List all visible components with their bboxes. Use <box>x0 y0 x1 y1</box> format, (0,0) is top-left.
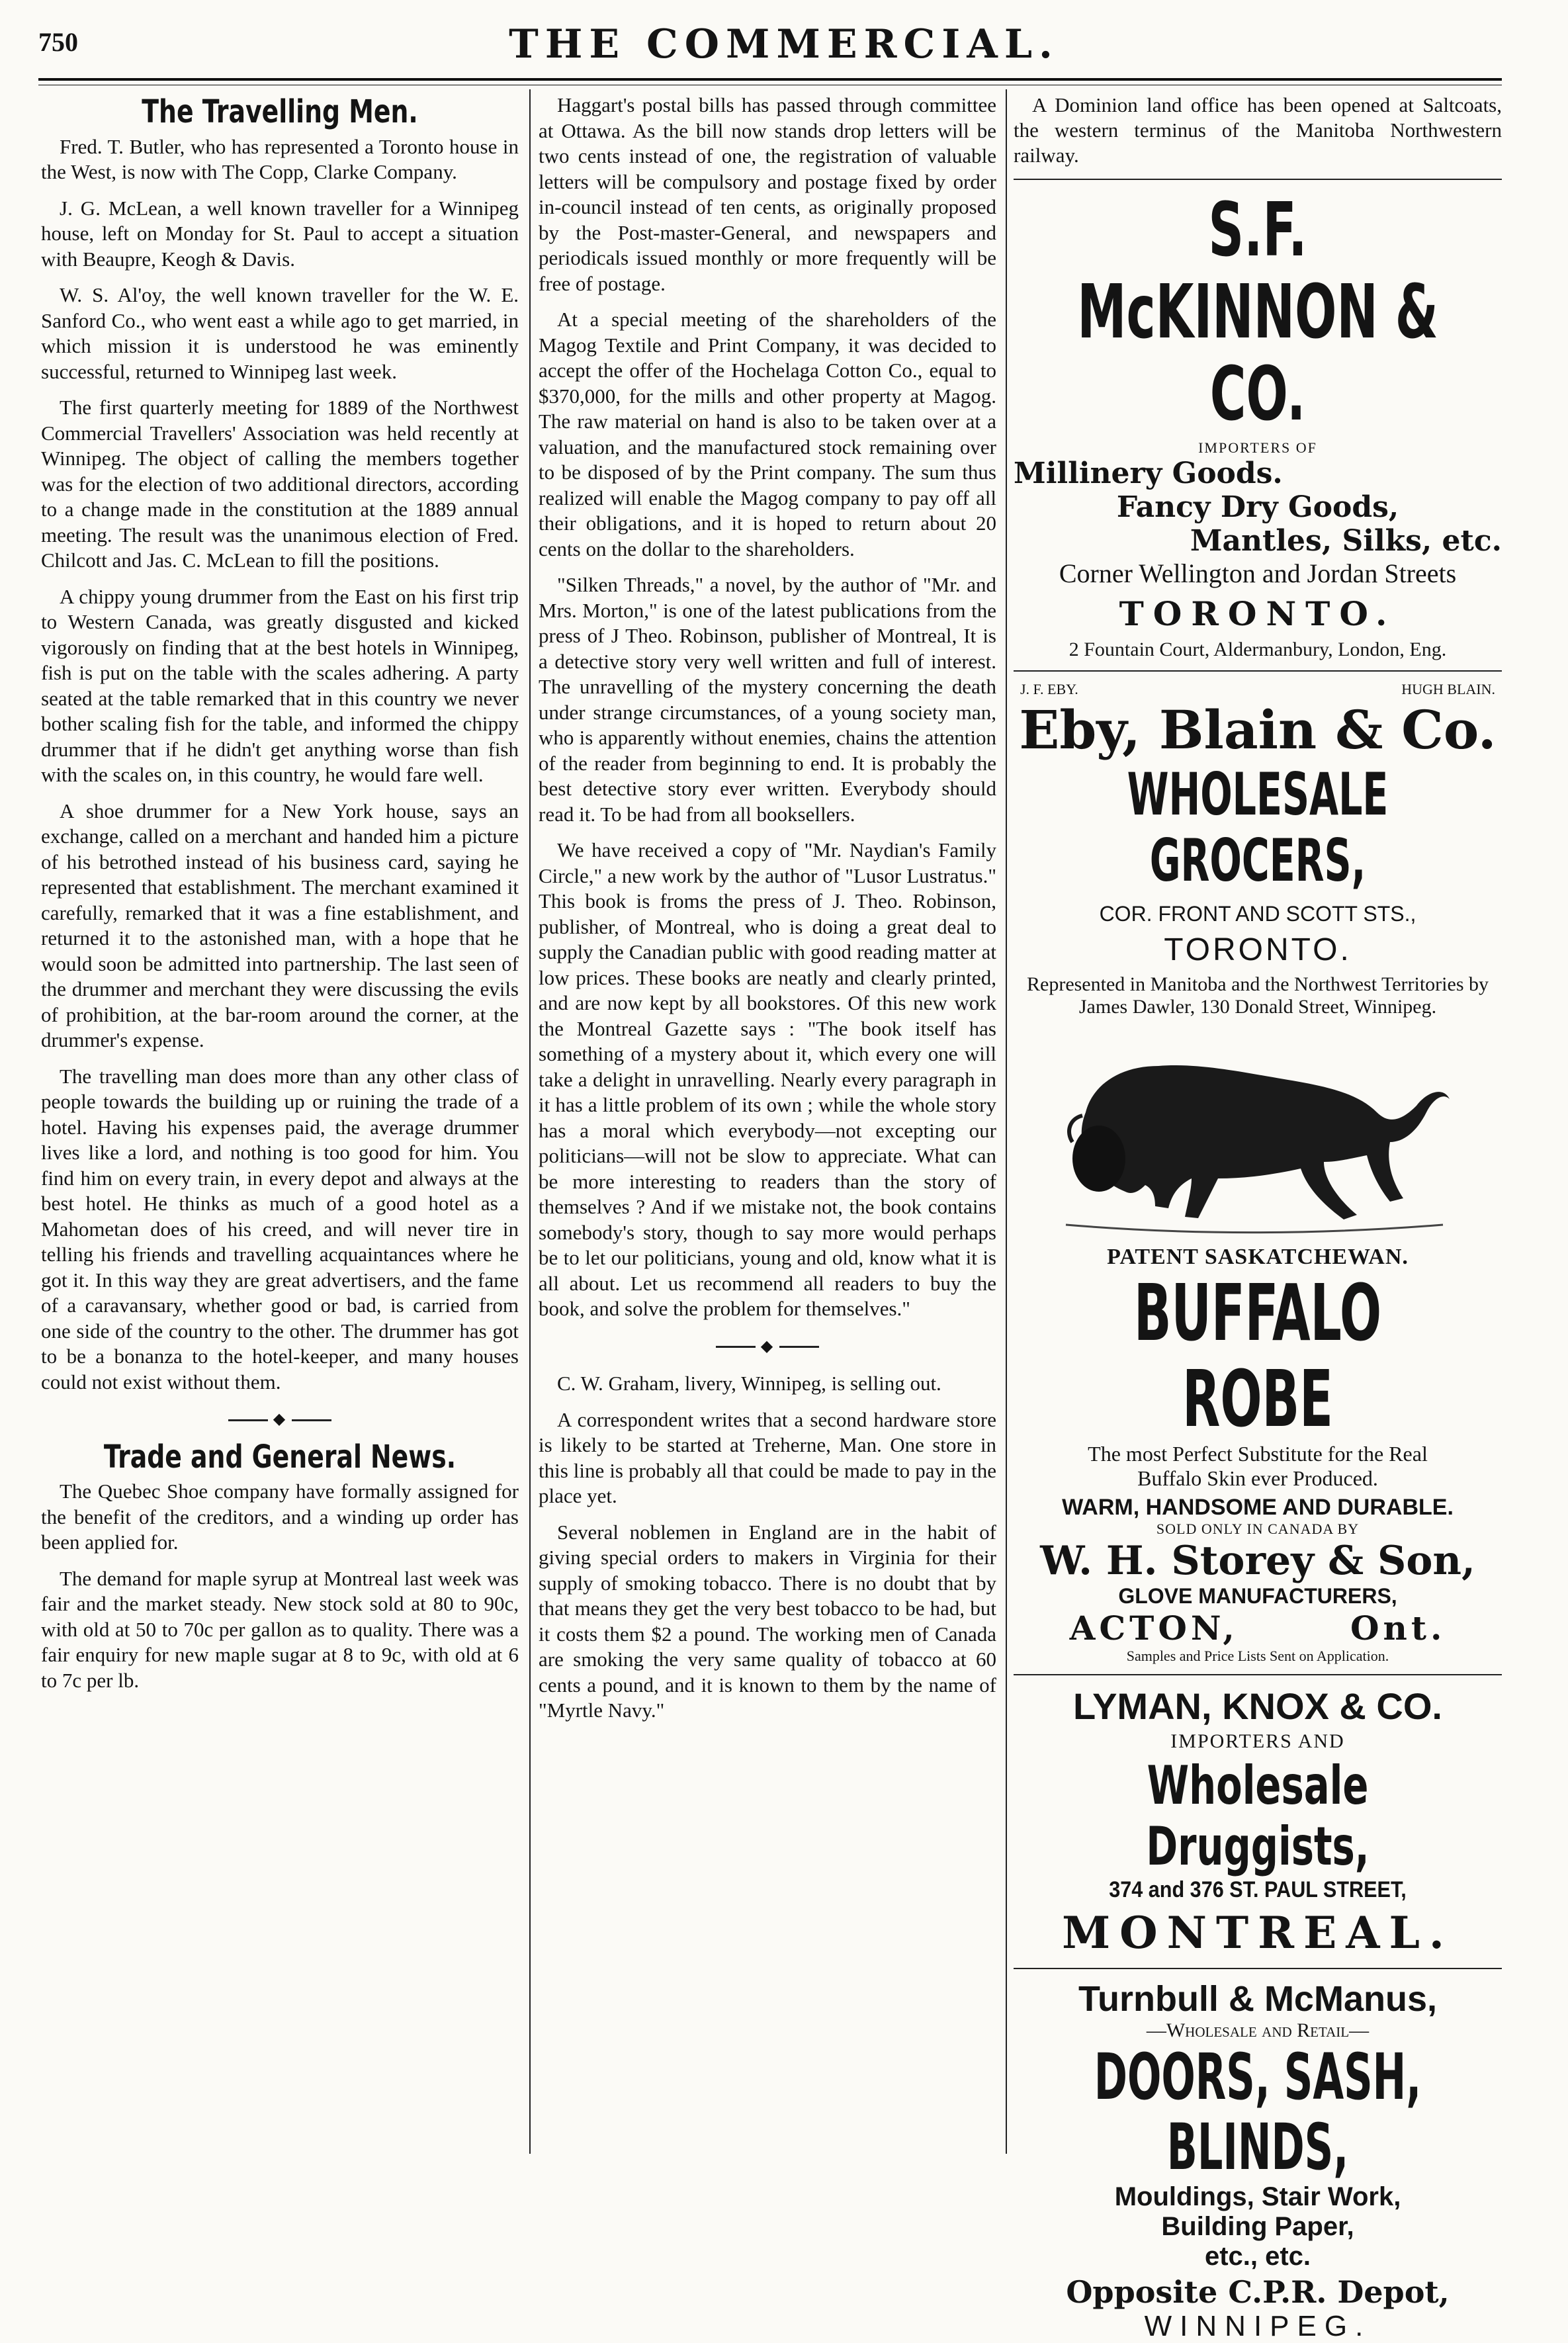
ad-turnbull-sub: —Wholesale and Retail— <box>1146 2019 1370 2041</box>
ad-storey-robe: BUFFALO ROBE <box>1133 1267 1382 1444</box>
ad-mckinnon <box>1014 189 1502 661</box>
column-1 <box>41 93 519 2150</box>
section-separator: ◆ <box>539 1334 996 1360</box>
ad-divider <box>1014 1674 1502 1675</box>
ad-storey-glove: GLOVE MANUFACTURERS, <box>1118 1584 1397 1608</box>
ad-lyman-city: MONTREAL. <box>1062 1907 1454 1959</box>
ad-lyman-trade: Wholesale Druggists, <box>1146 1755 1370 1877</box>
ad-lyman-address: 374 and 376 ST. PAUL STREET, <box>1109 1877 1407 1902</box>
paragraph: The demand for maple syrup at Montreal last week was fair and the market steady. New stock sold at 80 to 90c, with old at 50 to 70c per gallon as to quality. There was a fair enquiry for new maple sugar at 8 to 9c, with old at 6 to 7c per lb. <box>41 1566 519 1692</box>
advertisement-column <box>1014 93 1502 2342</box>
header-rule <box>38 78 1502 81</box>
paragraph: Haggart's postal bills has passed through committee at Ottawa. As the bill now stands drop letters will be two cents instead of one, the registration of valuable letters will be compulsory and postage fixed by order in-council instead of ten cents, as originally proposed by the Post-master-General, and newspapers and periodicals issued monthly or more frequently will be free of postage. <box>539 93 996 295</box>
ad-eby-name: Eby, Blain & Co. <box>1019 699 1497 761</box>
column-rule-1 <box>529 89 531 2154</box>
column-rule-2 <box>1006 89 1007 2154</box>
ad-storey <box>1014 1245 1502 1665</box>
ad-mckinnon-line2: Fancy Dry Goods, <box>1116 490 1399 524</box>
ad-turnbull-line4: etc., etc. <box>1204 2242 1311 2271</box>
ad-storey-name: W. H. Storey & Son, <box>1040 1538 1475 1584</box>
ad-turnbull-name: Turnbull & McManus, <box>1078 1979 1437 2019</box>
ad-storey-sub2: Buffalo Skin ever Produced. <box>1137 1466 1378 1490</box>
paragraph: A chippy young drummer from the East on his first trip to Western Canada, was greatly disgusted and kicked vigorously on finding that at the best hotels in Winnipeg, fish is put on the table with the scales adhering. A party seated at the table remarked that in this country we never bother scaling fish for the table, and informed the chippy drummer that if he didn't get anything worse than fish with the scales on, in this country, he would fare well. <box>41 584 519 786</box>
ad-lyman-knox <box>1014 1685 1502 1959</box>
ad-mckinnon-line3: Mantles, Silks, etc. <box>1190 524 1502 558</box>
ad-turnbull-line2: Mouldings, Stair Work, <box>1114 2182 1401 2211</box>
section-separator: ◆ <box>41 1407 519 1433</box>
ad-storey-sold: SOLD ONLY IN CANADA BY <box>1156 1521 1360 1537</box>
heading-trade-news: Trade and General News. <box>103 1437 457 1476</box>
ad-storey-samples: Samples and Price Lists Sent on Application. <box>1126 1648 1389 1664</box>
ad-lyman-name: LYMAN, KNOX & CO. <box>1073 1685 1442 1727</box>
ad-eby-address: COR. FRONT AND SCOTT STS., <box>1099 902 1416 926</box>
paragraph: The Quebec Shoe company have formally assigned for the benefit of the creditors, and a winding up order has been applied for. <box>41 1480 519 1554</box>
ad-turnbull <box>1014 1978 1502 2343</box>
ad-storey-sub1: The most Perfect Substitute for the Real <box>1088 1442 1428 1466</box>
ad-turnbull-city: WINNIPEG. <box>1144 2310 1372 2342</box>
ad-storey-acton: ACTON, <box>1069 1609 1239 1648</box>
ad-divider <box>1014 670 1502 672</box>
ad-mckinnon-address: Corner Wellington and Jordan Streets <box>1059 558 1457 588</box>
ad-mckinnon-london: 2 Fountain Court, Aldermanbury, London, Eng. <box>1068 639 1447 660</box>
paragraph: Fred. T. Butler, who has represented a Toronto house in the West, is now with The Copp, Clarke Company. <box>41 134 519 183</box>
ad-mckinnon-city: TORONTO. <box>1119 594 1397 633</box>
ad-mckinnon-name: S.F. McKINNON & CO. <box>1077 187 1438 437</box>
masthead: THE COMMERCIAL. <box>509 21 1059 67</box>
paragraph: We have received a copy of "Mr. Naydian's Family Circle," a new work by the author of "Lusor Lustratus." This book is froms the press of J. Theo. Robinson, publisher, of Montreal, who is doing a great deal to supply the Canadian public with good reading matter at low prices. These books are neatly and clearly printed, and are now kept by all bookstores. Of this new work the Montreal Gazette says : "The book itself has something of a mystery about it, which every one will take a delight in unravelling. Nearly every paragraph in it has a little problem of its own ; while the whole story has a moral which everybody—not excepting our politicians—will not be slow to appreciate. What can be more interesting to readers than the story of themselves ? And if we mistake not, the book contains somebody's story, though to say more would perhaps be to let our politicians, young and old, know what it is all about. Let us recommend all readers to buy the book, and solve the problem for themselves." <box>539 838 996 1320</box>
paragraph: Several noblemen in England are in the habit of giving special orders to makers in Virginia for their supply of smoking tobacco. There is no doubt that by that means they get the very best tobacco to be had, but it costs them $2 a pound. The working men of Canada are smoking the very same quality of tobacco at 60 cents a pound, and it is known to them by the name of "Myrtle Navy." <box>539 1520 996 1722</box>
paragraph: W. S. Al'oy, the well known traveller for the W. E. Sanford Co., who went east a while ago to get married, in which mission it is understood he was eminently successful, returned to Winnipeg last week. <box>41 283 519 383</box>
ad-eby-trade: WHOLESALE GROCERS, <box>1127 760 1389 895</box>
paragraph: C. W. Graham, livery, Winnipeg, is selling out. <box>557 1372 941 1395</box>
paragraph: "Silken Threads," a novel, by the author of "Mr. and Mrs. Morton," is one of the latest publications from the press of J Theo. Robinson, publisher of Montreal, It is a detective story very well written and full of interest. The unravelling of the mystery concerning the death under strange circumstances, of a young society man, who is apparently without enemies, chains the attention of the reader from beginning to end. It is probably the best detective story ever written. Everybody should read it. To be had from all booksellers. <box>539 573 996 826</box>
buffalo-illustration <box>1046 1026 1469 1245</box>
paragraph: The first quarterly meeting for 1889 of the Northwest Commercial Travellers' Association was held recently at Winnipeg. The object of calling the members together was for the election of two additional directors, according to a change made in the constitution at the 1889 annual meeting. The result was the unanimous election of Fred. Chilcott and Jas. C. McLean to fill the positions. <box>41 396 519 572</box>
ad-turnbull-opposite: Opposite C.P.R. Depot, <box>1066 2274 1450 2310</box>
ad-eby-representative: Represented in Manitoba and the Northwest Territories by James Dawler, 130 Donald Street, Winnipeg. <box>1027 973 1489 1018</box>
paragraph: A shoe drummer for a New York house, says an exchange, called on a merchant and handed him a picture of his betrothed instead of his business card, saying he represented that establishment. The merchant examined it carefully, remarked that it was a fine establishment, and returned it to the astonished man, with a hope that he would soon be admitted into partnership. The last seen of the drummer and merchant they were discussing the evils of prohibition, at the bar-room around the corner, at the drummer's expense. <box>41 799 519 1051</box>
ad-turnbull-products: DOORS, SASH, BLINDS, <box>1094 2040 1422 2184</box>
paragraph: J. G. McLean, a well known traveller for a Winnipeg house, left on Monday for St. Paul to accept a situation with Beaupre, Keogh & Davis. <box>41 196 519 271</box>
ad-divider <box>1014 179 1502 180</box>
paragraph: A Dominion land office has been opened at Saltcoats, the western terminus of the Manitoba Northwestern railway. <box>1014 93 1502 167</box>
ad-storey-ont: Ont. <box>1350 1609 1446 1648</box>
column-2 <box>539 93 996 2150</box>
ad-eby-partner-right: HUGH BLAIN. <box>1401 681 1495 697</box>
ad-storey-warm: WARM, HANDSOME AND DURABLE. <box>1062 1495 1454 1520</box>
paragraph: A correspondent writes that a second hardware store is likely to be started at Treherne, Man. One store in this line is probably all that could be made to pay in the place yet. <box>539 1407 996 1507</box>
ad-mckinnon-importers: IMPORTERS OF <box>1198 439 1317 456</box>
ad-turnbull-line3: Building Paper, <box>1161 2212 1354 2241</box>
ad-divider <box>1014 1968 1502 1969</box>
ad-storey-patent: PATENT SASKATCHEWAN. <box>1107 1245 1409 1269</box>
paragraph: The travelling man does more than any other class of people towards the building up or ruining the trade of a hotel. Having his expenses paid, the average drummer lives like a lord, and nothing is too good for him. You find him on every train, in every depot and always at the best hotel. He thinks as much of a good hotel as a Mahometan does of his creed, and will never tire in telling his friends and travelling acquaintances where he got it. In this way they are great advertisers, and the fame of a caravansary, whether good or bad, is carried from one side of the country to the other. The drummer has got to be a bonanza to the hotel-keeper, and many houses could not exist without them. <box>41 1064 519 1393</box>
ad-eby-partner-left: J. F. EBY. <box>1020 681 1078 697</box>
ad-eby-blain <box>1014 681 1502 1018</box>
page-number: 750 <box>38 27 78 57</box>
ad-lyman-importers: IMPORTERS AND <box>1170 1730 1345 1752</box>
ad-eby-city: TORONTO. <box>1164 932 1352 967</box>
paragraph: At a special meeting of the shareholders of the Magog Textile and Print Company, it was decided to accept the offer of the Hochelaga Cotton Co., equal to $370,000, for the mills and other property at Magog. The raw material on hand is also to be taken over at a valuation, and the manufactured stock remaining over to be disposed of by the Print company. The sum thus realized will enable the Magog company to pay off all their obligations, and it is hoped to return about 20 cents on the dollar to the shareholders. <box>539 308 996 560</box>
heading-travelling-men: The Travelling Men. <box>142 93 418 130</box>
ad-mckinnon-line1: Millinery Goods. <box>1014 457 1283 490</box>
dominion-notice <box>1014 93 1502 168</box>
